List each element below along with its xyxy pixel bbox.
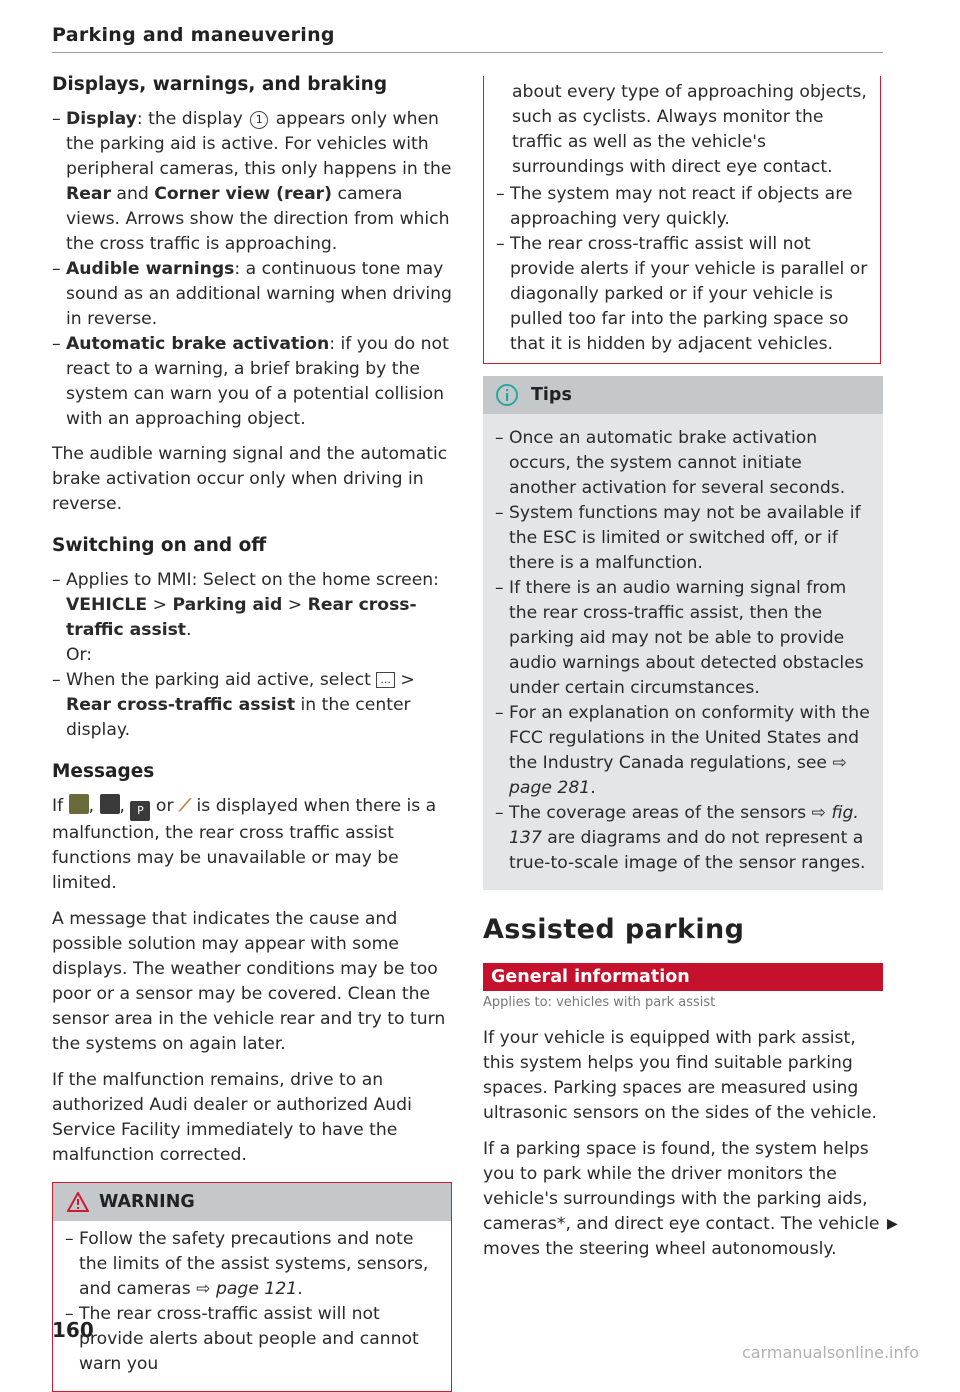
paragraph-park-assist: If your vehicle is equipped with park assist, this system helps you find suitable parking spaces. Parking spaces are measured using ultrasonic sensors on the sides of the vehicle.	[483, 1028, 877, 1123]
term-display: Display	[66, 109, 137, 129]
text: For an explanation on conformity with the FCC regulations in the United States and the Industry Canada regulations, see	[509, 703, 870, 773]
left-column	[52, 74, 452, 1392]
rcta-grey-icon	[100, 794, 120, 814]
list-item-audible	[52, 257, 452, 332]
text: .	[186, 620, 192, 640]
text: and	[110, 184, 155, 204]
text: ,	[119, 796, 131, 816]
text: appears only when the parking aid is active. For vehicles with peripheral cameras, this only happens in the	[66, 109, 452, 179]
menu-parking-aid: Parking aid	[172, 595, 283, 615]
list-item-brake	[52, 332, 452, 432]
tips-body	[483, 414, 883, 890]
text: The coverage areas of the sensors	[509, 803, 812, 823]
warning-triangle-icon	[67, 1192, 89, 1212]
tips-box	[483, 376, 883, 890]
text: : if you do not react to a warning, a brief braking by the system can warn you of a potential collision with an approaching object.	[66, 334, 449, 429]
warning-continued-list	[496, 182, 868, 357]
heading-switching: Switching on and off	[52, 535, 267, 556]
text: : the display	[136, 109, 249, 129]
separator: >	[394, 670, 415, 690]
text: camera views. Arrows show the direction from which the cross traffic is approaching.	[66, 184, 450, 254]
warning-item: – The rear cross-traffic assist will not provide alerts if your vehicle is parallel or diagonally parked or if your vehicle is pulled too far into the parking space so that it is hidden by adjacent vehicles.	[496, 232, 868, 357]
heading-displays: Displays, warnings, and braking	[52, 74, 388, 95]
warning-header	[53, 1183, 451, 1221]
section-title: Assisted parking	[483, 914, 745, 945]
warning-item: – The system may not react if objects are approaching very quickly.	[496, 182, 868, 232]
applies-to-note: Applies to: vehicles with park assist	[483, 995, 716, 1010]
paragraph-message: A message that indicates the cause and possible solution may appear with some displays. The weather conditions may be too poor or a sensor may be covered. Clean the sensor area in the vehicle rear and try to turn the systems on again later.	[52, 909, 446, 1054]
right-column	[483, 76, 883, 1273]
paragraph-service: If the malfunction remains, drive to an authorized Audi dealer or authorized Audi Service Facility immediately to have the malfunction corrected.	[52, 1070, 412, 1165]
switching-list	[52, 568, 452, 743]
text: Applies to MMI: Select on the home screen:	[66, 570, 439, 590]
separator: >	[147, 595, 173, 615]
menu-rcta: Rear cross-traffic assist	[66, 595, 417, 640]
separator: >	[282, 595, 308, 615]
text: is displayed when there is a malfunction, the rear cross traffic assist functions may be unavailable or may be limited.	[52, 796, 437, 893]
tips-header	[483, 376, 883, 414]
warning-item	[65, 1227, 439, 1302]
subsection-bar	[483, 963, 883, 991]
next-page-arrow-icon: ▶	[887, 1216, 898, 1232]
term-corner-view: Corner view (rear)	[154, 184, 333, 204]
more-button-icon: ...	[376, 672, 395, 688]
tips-title: Tips	[531, 385, 572, 405]
term-rear: Rear	[66, 184, 111, 204]
figure-ref-link[interactable]: ⇨ fig. 137	[509, 803, 859, 848]
page-ref-link[interactable]: ⇨ page 121	[196, 1279, 298, 1299]
page-header	[52, 24, 883, 53]
warning-continued-text: about every type of approaching objects, such as cyclists. Always monitor the traffic as well as the vehicle's surroundings with direct eye contact.	[512, 82, 867, 177]
text: .	[297, 1279, 303, 1299]
watermark: carmanualsonline.info	[742, 1343, 920, 1362]
subsection-title: General information	[491, 967, 690, 987]
text: : a continuous tone may sound as an additional warning when driving in reverse.	[66, 259, 452, 329]
text: If	[52, 796, 69, 816]
tip-item-coverage	[495, 801, 871, 876]
heading-messages: Messages	[52, 761, 155, 782]
list-item-active	[52, 668, 452, 743]
menu-vehicle: VEHICLE	[66, 595, 148, 615]
warning-item: – The rear cross-traffic assist will not provide alerts about people and cannot warn you	[65, 1302, 439, 1377]
menu-rcta: Rear cross-traffic assist	[66, 695, 296, 715]
text: or	[150, 796, 179, 816]
text-or: Or:	[66, 645, 93, 665]
rcta-yellow-icon	[69, 794, 89, 814]
warning-title: WARNING	[99, 1192, 195, 1212]
tip-item: – System functions may not be available if the ESC is limited or switched off, or if there is a malfunction.	[495, 501, 871, 576]
text: Follow the safety precautions and note the limits of the assist systems, sensors, and cameras	[79, 1229, 429, 1299]
term-brake: Automatic brake activation	[66, 334, 330, 354]
sensor-fault-icon: ⟋	[178, 796, 192, 816]
tips-list	[495, 426, 871, 876]
warning-body	[53, 1221, 451, 1391]
warning-box-continued	[483, 76, 881, 364]
displays-list	[52, 107, 452, 432]
callout-number-icon: 1	[250, 111, 268, 129]
park-assist-icon: P	[130, 801, 150, 821]
list-item-mmi	[52, 568, 452, 668]
warning-box	[52, 1182, 452, 1392]
paragraph-park-space: If a parking space is found, the system helps you to park while the driver monitors the vehicle's surroundings with the parking aids, cameras*, and direct eye contact. The vehicle moves the steering wheel autonomously.	[483, 1139, 880, 1259]
paragraph-audible: The audible warning signal and the automatic brake activation occur only when driving in reverse.	[52, 444, 448, 514]
paragraph-malfunction-symbols	[52, 794, 452, 896]
header-title: Parking and maneuvering	[52, 24, 335, 46]
text: in the center display.	[66, 695, 411, 740]
list-item-display	[52, 107, 452, 257]
page-ref-link[interactable]: ⇨ page 281	[509, 753, 847, 798]
text: When the parking aid active, select	[66, 670, 377, 690]
tip-item: – Once an automatic brake activation occurs, the system cannot initiate another activation for several seconds.	[495, 426, 871, 501]
text: ,	[88, 796, 100, 816]
warning-list	[65, 1227, 439, 1377]
info-icon	[495, 383, 519, 407]
page-number: 160	[52, 1318, 94, 1342]
text: .	[590, 778, 596, 798]
tip-item: – If there is an audio warning signal from the rear cross-traffic assist, then the parking aid may not be able to provide audio warnings about detected obstacles under certain circumstances.	[495, 576, 871, 701]
term-audible: Audible warnings	[66, 259, 235, 279]
text: are diagrams and do not represent a true-to-scale image of the sensor ranges.	[509, 828, 866, 873]
tip-item-fcc	[495, 701, 871, 801]
